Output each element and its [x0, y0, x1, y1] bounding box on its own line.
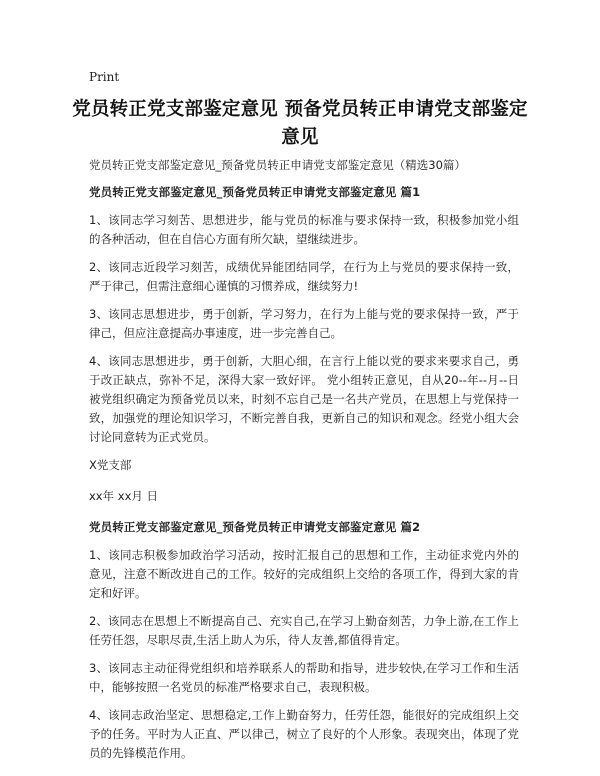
- page-title: 党员转正党支部鉴定意见 预备党员转正申请党支部鉴定意见: [72, 99, 528, 148]
- signoff-organization: X党支部: [89, 458, 132, 472]
- paragraph: 2、该同志近段学习刻苦，成绩优异能团结同学，在行为上与党员的要求保持一致，严于律己，但需注意细心谨慎的习惯养成，继续努力!: [89, 260, 519, 293]
- paragraph: 3、该同志思想进步，勇于创新，学习努力，在行为上能与党的要求保持一致，严于律己，但应注意提高办事速度，进一步完善自己。: [89, 307, 519, 340]
- paragraph: 4、该同志思想进步，勇于创新，大胆心细，在言行上能以党的要求来要求自己，勇于改正缺点，弥补不足，深得大家一致好评。 党小组转正意见，自从20--年--月--日被党组织确定为预备党员以来，时刻不忘自己是一名共产党员，在思想上与党保持一致，加强党的理论知识学习，不断完善自我，更新自己的知识和观念。经党小组大会讨论同意转为正式党员。: [89, 354, 519, 444]
- document-subtitle: 党员转正党支部鉴定意见_预备党员转正申请党支部鉴定意见（精选30篇）: [89, 158, 466, 172]
- paragraph: 1、该同志积极参加政治学习活动，按时汇报自己的思想和工作，主动征求党内外的意见，注意不断改进自己的工作。较好的完成组织上交给的各项工作，得到大家的肯定和好评。: [89, 548, 519, 600]
- print-link[interactable]: Print: [89, 70, 120, 84]
- section-heading-1: 党员转正党支部鉴定意见_预备党员转正申请党支部鉴定意见 篇1: [89, 185, 421, 199]
- document-body: [89, 156, 519, 772]
- section-heading-2: 党员转正党支部鉴定意见_预备党员转正申请党支部鉴定意见 篇2: [89, 520, 421, 534]
- paragraph: 3、该同志主动征得党组织和培养联系人的帮助和指导，进步较快,在学习工作和生活中，能够按照一名党员的标准严格要求自己，表现积极。: [89, 661, 519, 694]
- paragraph: 1、该同志学习刻苦、思想进步，能与党员的标准与要求保持一致，积极参加党小组的各种活动，但在自信心方面有所欠缺，望继续进步。: [89, 213, 519, 246]
- signoff-date: xx年 xx月 日: [89, 489, 159, 503]
- paragraph: 2、该同志在思想上不断提高自己、充实自己,在学习上勤奋刻苦，力争上游,在工作上任劳任怨，尽职尽责,生活上助人为乐，待人友善,都值得肯定。: [89, 614, 519, 647]
- paragraph: 4、该同志政治坚定、思想稳定,工作上勤奋努力，任劳任怨，能很好的完成组织上交予的任务。平时为人正直、严以律己，树立了良好的个人形象。表现突出，体现了党员的先锋模范作用。: [89, 708, 519, 760]
